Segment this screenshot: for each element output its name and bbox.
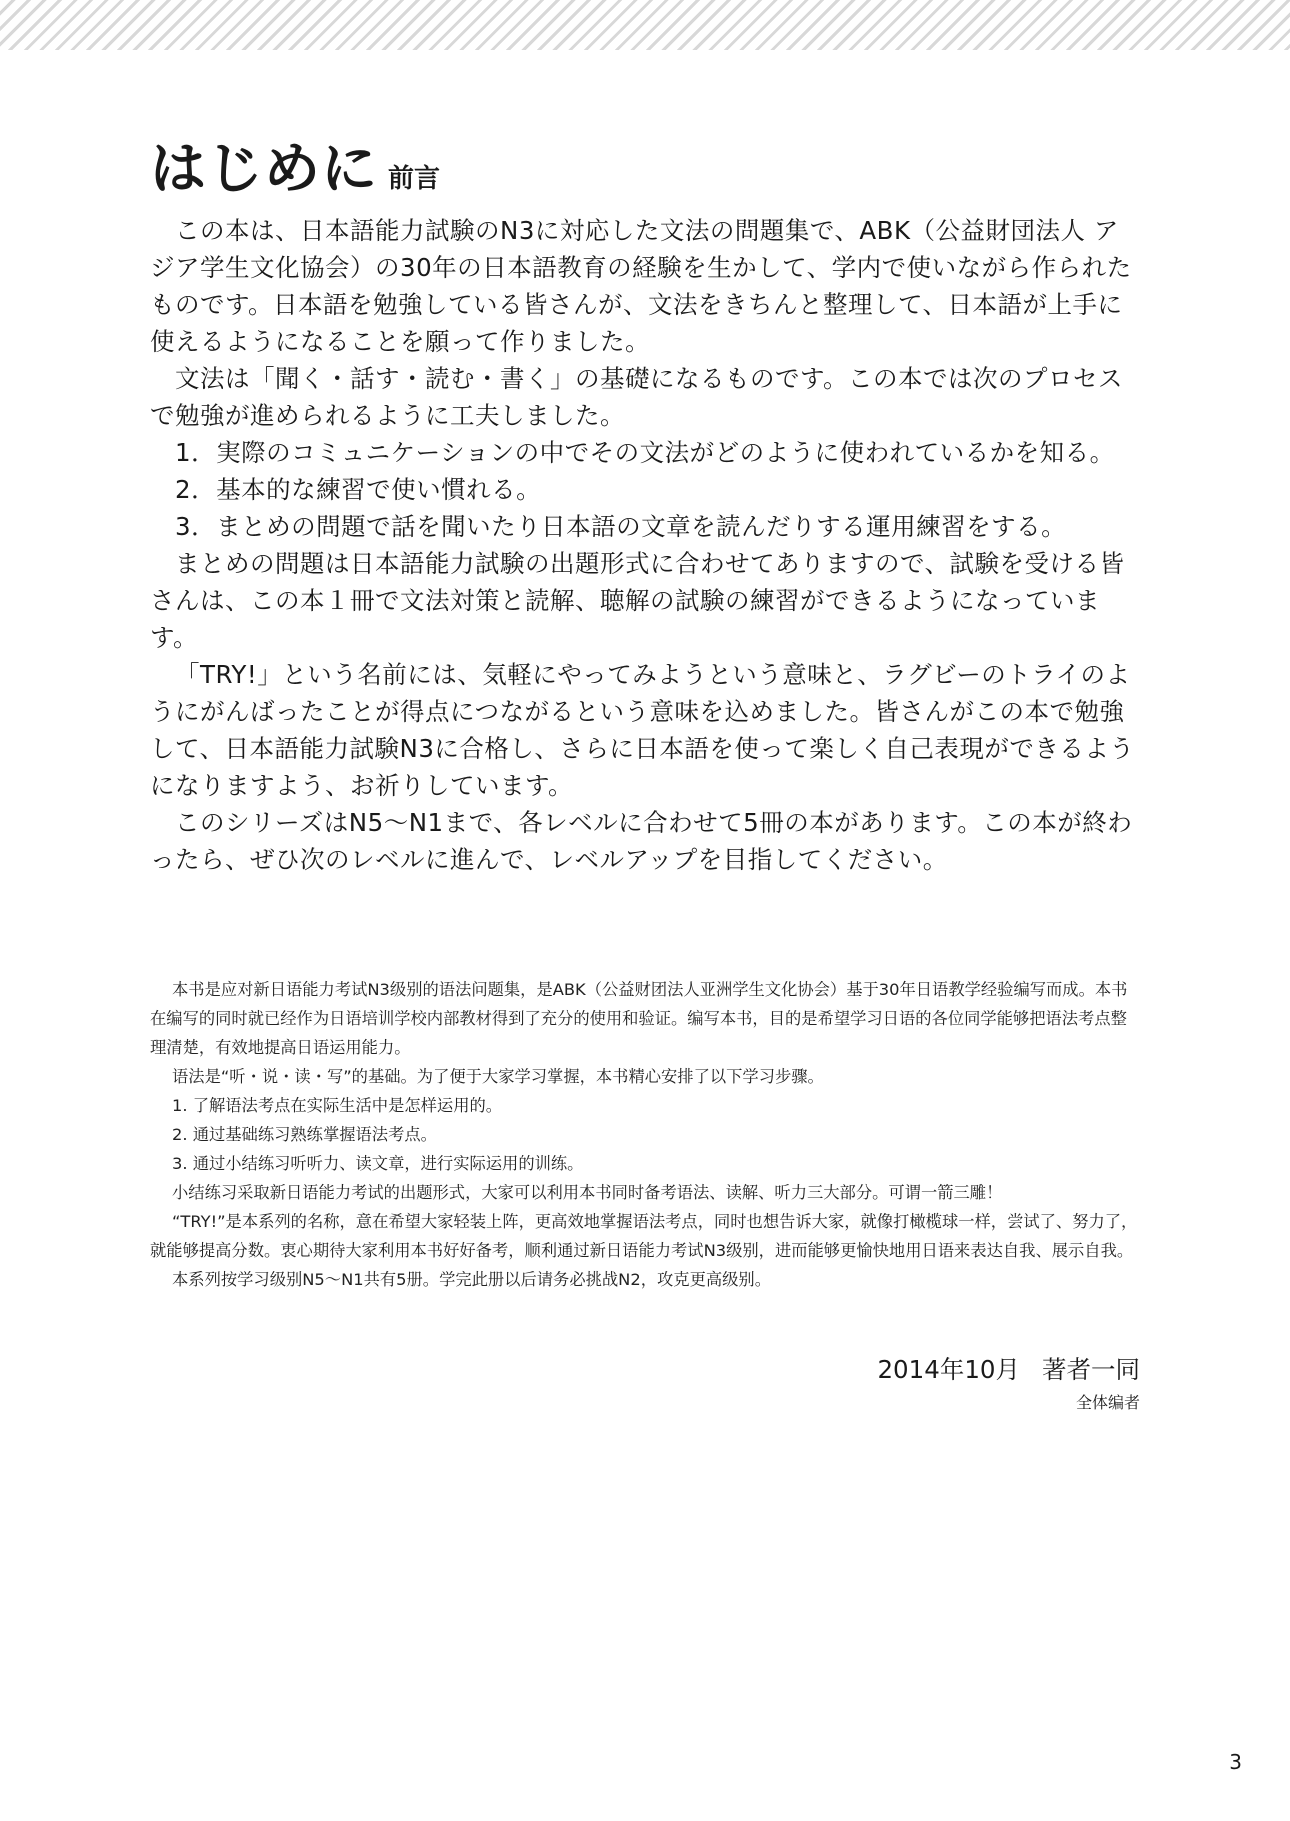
signature-date: 2014年10月: [877, 1355, 1020, 1384]
cn-step-3: 3. 通过小结练习听听力、读文章，进行实际运用的训练。: [172, 1154, 584, 1173]
page-heading: [150, 135, 440, 205]
cn-paragraph-try: “TRY!”是本系列的名称，意在希望大家轻装上阵，更高效地掌握语法考点，同时也想告诉大家，就像打橄榄球一样，尝试了、努力了，就能够提高分数。衷心期待大家利用本书好好备考，顺利通过新日语能力考试N3级别，进而能够更愉快地用日语来表达自我、展示自我。: [150, 1212, 1138, 1260]
cn-paragraph-grammar: 语法是“听・说・读・写”的基础。为了便于大家学习掌握，本书精心安排了以下学习步骤。: [172, 1067, 824, 1086]
jp-step-2: 2．基本的な練習で使い慣れる。: [175, 475, 542, 504]
page-title: はじめに: [150, 137, 378, 202]
cn-paragraph-intro: 本书是应对新日语能力考试N3级别的语法问题集，是ABK（公益财团法人亚洲学生文化协会）基于30年日语教学经验编写而成。本书在编写的同时就已经作为日语培训学校内部教材得到了充分的使用和验证。编写本书，目的是希望学习日语的各位同学能够把语法考点整理清楚，有效地提高日语运用能力。: [150, 980, 1128, 1057]
page-subtitle: 前言: [388, 164, 441, 194]
signature-author: 著者一同: [1042, 1355, 1140, 1384]
signature-author-cn: 全体编者: [1075, 1393, 1140, 1412]
cn-paragraph-series: 本系列按学习级别N5～N1共有5册。学完此册以后请务必挑战N2，攻克更高级别。: [172, 1270, 771, 1289]
jp-paragraph-intro: この本は、日本語能力試験のN3に対応した文法の問題集で、ABK（公益財団法人 アジア学生文化協会）の30年の日本語教育の経験を生かして、学内で使いながら作られたものです。日本語を勉強している皆さんが、文法をきちんと整理して、日本語が上手に使えるようになることを願って作りました。: [150, 216, 1132, 356]
cn-step-2: 2. 通过基础练习熟练掌握语法考点。: [172, 1125, 437, 1144]
page-number: 3: [1229, 1750, 1242, 1774]
signature: [877, 1352, 1140, 1388]
japanese-preface: [150, 212, 1140, 878]
jp-paragraph-summary: まとめの問題は日本語能力試験の出題形式に合わせてありますので、試験を受ける皆さんは、この本１冊で文法対策と読解、聴解の試験の練習ができるようになっています。: [150, 549, 1125, 652]
cn-step-1: 1. 了解语法考点在实际生活中是怎样运用的。: [172, 1096, 503, 1115]
decorative-stripe-band: [0, 0, 1290, 50]
chinese-preface: [150, 975, 1140, 1294]
jp-paragraph-try: 「TRY!」という名前には、気軽にやってみようという意味と、ラグビーのトライのようにがんばったことが得点につながるという意味を込めました。皆さんがこの本で勉強して、日本語能力試験N3に合格し、さらに日本語を使って楽しく自己表現ができるようになりますよう、お祈りしています。: [150, 660, 1135, 800]
jp-paragraph-series: このシリーズはN5～N1まで、各レベルに合わせて5冊の本があります。この本が終わったら、ぜひ次のレベルに進んで、レベルアップを目指してください。: [150, 808, 1133, 874]
jp-paragraph-grammar: 文法は「聞く・話す・読む・書く」の基礎になるものです。この本では次のプロセスで勉強が進められるように工夫しました。: [150, 364, 1124, 430]
jp-step-1: 1．実際のコミュニケーションの中でその文法がどのように使われているかを知る。: [175, 438, 1115, 467]
jp-step-3: 3．まとめの問題で話を聞いたり日本語の文章を読んだりする運用練習をする。: [175, 512, 1067, 541]
cn-paragraph-summary: 小结练习采取新日语能力考试的出题形式，大家可以利用本书同时备考语法、读解、听力三大部分。可谓一箭三雕！: [172, 1183, 1003, 1202]
